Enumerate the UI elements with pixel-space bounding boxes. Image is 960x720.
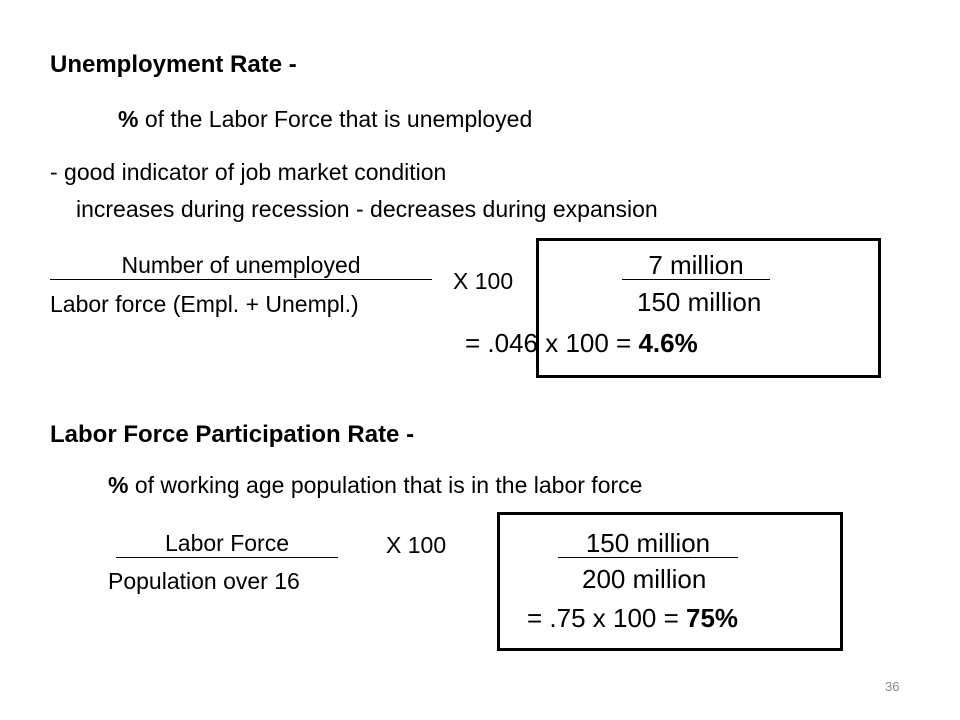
participation-example-numerator: 150 million [558, 530, 738, 558]
unemployment-formula-denominator: Labor force (Empl. + Unempl.) [50, 291, 359, 317]
slide-number: 36 [885, 679, 900, 694]
percent-symbol: % [118, 106, 139, 132]
unemployment-example-denominator: 150 million [637, 287, 762, 317]
participation-definition-text: of working age population that is in the labor force [128, 472, 643, 498]
unemployment-result-value: 4.6% [638, 328, 698, 358]
unemployment-result-prefix: = .046 x 100 = [465, 328, 639, 358]
participation-definition [108, 474, 642, 497]
unemployment-bullet-2: increases during recession - decreases during expansion [76, 196, 658, 222]
unemployment-example-numerator: 7 million [622, 252, 770, 280]
unemployment-heading: Unemployment Rate - [50, 51, 297, 78]
participation-heading: Labor Force Participation Rate - [50, 421, 415, 448]
percent-symbol: % [108, 472, 129, 498]
unemployment-formula-numerator: Number of unemployed [50, 254, 432, 280]
unemployment-formula-multiplier: X 100 [453, 268, 514, 294]
unemployment-example-result [465, 330, 698, 356]
participation-formula-multiplier: X 100 [386, 532, 447, 558]
unemployment-definition [118, 108, 532, 131]
participation-example-denominator: 200 million [582, 564, 707, 594]
unemployment-definition-text: of the Labor Force that is unemployed [138, 106, 533, 132]
unemployment-bullet-1: - good indicator of job market condition [50, 159, 447, 185]
participation-result-prefix: = .75 x 100 = [527, 603, 687, 633]
participation-example-result [527, 605, 738, 631]
participation-result-value: 75% [686, 603, 739, 633]
participation-formula-numerator: Labor Force [116, 532, 338, 558]
participation-formula-denominator: Population over 16 [108, 568, 300, 594]
